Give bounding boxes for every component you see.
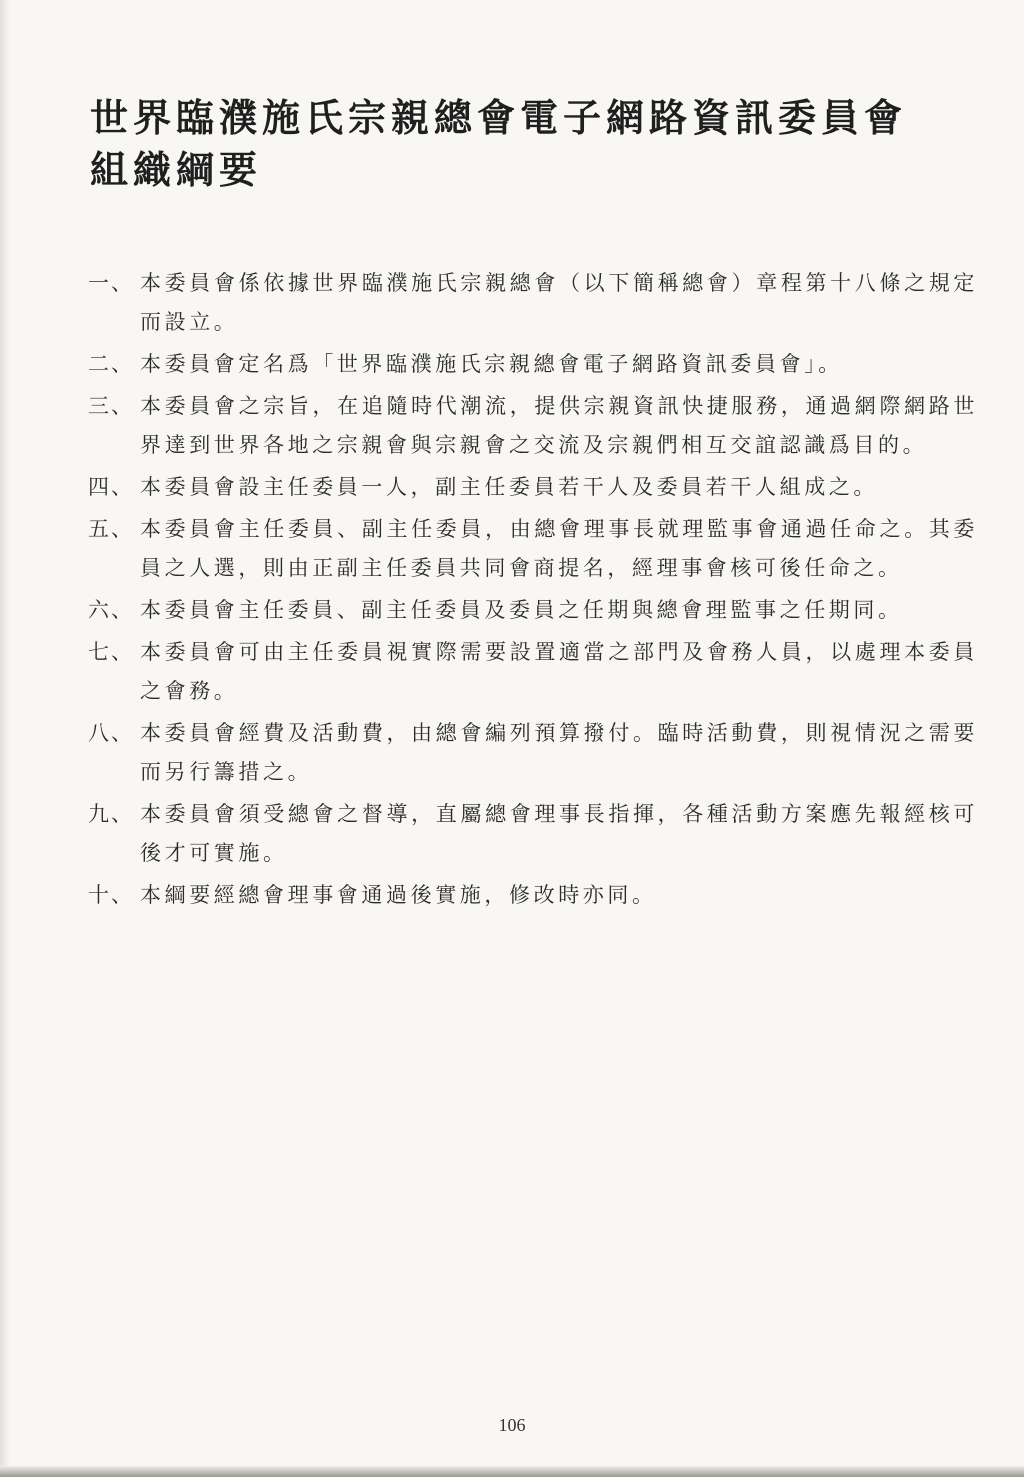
article-7 [88, 633, 978, 711]
article-text: 本委員會設主任委員一人，副主任委員若干人及委員若干人組成之。 [140, 475, 878, 499]
article-text: 本委員會之宗旨，在追隨時代潮流，提供宗親資訊快捷服務，通過網際網路世界達到世界各地之宗親會與宗親會之交流及宗親們相互交誼認識爲目的。 [140, 394, 978, 457]
article-number: 九、 [88, 802, 134, 826]
page-number: 106 [498, 1415, 526, 1435]
title-line-2: 組織綱要 [90, 148, 263, 192]
article-text: 本委員會係依據世界臨濮施氏宗親總會（以下簡稱總會）章程第十八條之規定而設立。 [140, 271, 978, 334]
article-number: 四、 [88, 475, 134, 499]
article-number: 六、 [88, 598, 134, 622]
page-bottom-edge [0, 1466, 1024, 1477]
article-list [88, 264, 978, 918]
article-text: 本委員會須受總會之督導，直屬總會理事長指揮，各種活動方案應先報經核可後才可實施。 [140, 802, 978, 865]
article-4 [88, 468, 978, 507]
title-line-1: 世界臨濮施氏宗親總會電子網路資訊委員會 [90, 96, 908, 140]
article-number: 五、 [88, 517, 134, 541]
article-8 [88, 714, 978, 792]
article-text: 本委員會主任委員、副主任委員及委員之任期與總會理監事之任期同。 [140, 598, 903, 622]
article-number: 三、 [88, 394, 134, 418]
article-text: 本委員會可由主任委員視實際需要設置適當之部門及會務人員，以處理本委員之會務。 [140, 640, 978, 703]
article-1 [88, 264, 978, 342]
page-title [90, 92, 980, 196]
article-number: 七、 [88, 640, 134, 664]
article-number: 一、 [88, 271, 134, 295]
article-number: 八、 [88, 721, 134, 745]
article-3 [88, 387, 978, 465]
article-9 [88, 795, 978, 873]
article-text: 本委員會定名爲「世界臨濮施氏宗親總會電子網路資訊委員會」。 [140, 352, 843, 376]
article-text: 本綱要經總會理事會通過後實施，修改時亦同。 [140, 883, 657, 907]
article-number: 二、 [88, 352, 134, 376]
article-number: 十、 [88, 883, 134, 907]
article-5 [88, 510, 978, 588]
page-left-edge [0, 0, 10, 1477]
article-6 [88, 591, 978, 630]
article-text: 本委員會主任委員、副主任委員，由總會理事長就理監事會通過任命之。其委員之人選，則由正副主任委員共同會商提名，經理事會核可後任命之。 [140, 517, 978, 580]
article-text: 本委員會經費及活動費，由總會編列預算撥付。臨時活動費，則視情況之需要而另行籌措之。 [140, 721, 978, 784]
article-10 [88, 876, 978, 915]
article-2 [88, 345, 978, 384]
